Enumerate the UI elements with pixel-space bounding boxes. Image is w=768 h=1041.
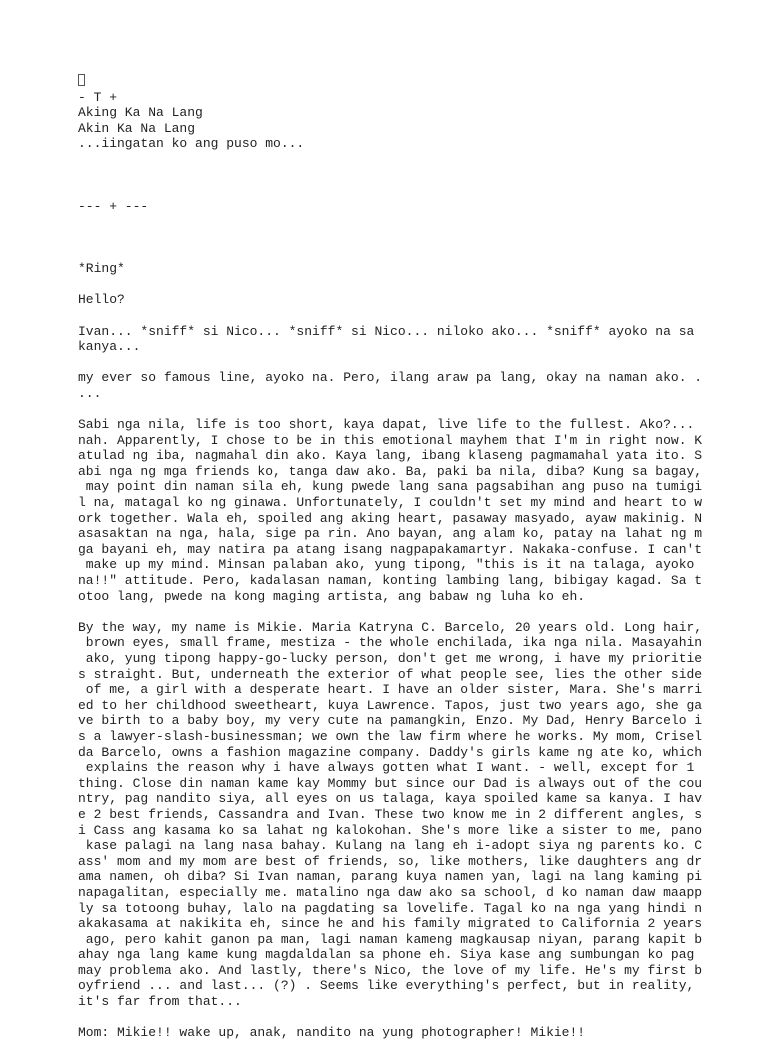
text-line: atulad ng iba, nagmahal din ako. Kaya lang, ibang klaseng pagmamahal yata ito. S (78, 448, 703, 464)
box-glyph-icon (78, 74, 85, 86)
text-line: ama namen, oh diba? Si Ivan naman, parang kuya namen yan, lagi na lang kaming pi (78, 869, 703, 885)
title-line-2: Akin Ka Na Lang (78, 120, 196, 136)
text-line: ga bayani eh, may natira pa atang isang nagpapakamartyr. Nakaka-confuse. I can't (78, 541, 703, 557)
text-line: l na, matagal ko ng ginawa. Unfortunately, I couldn't set my mind and heart to w (78, 495, 703, 511)
separator: --- + --- (78, 198, 149, 214)
text-line: my ever so famous line, ayoko na. Pero, ilang araw pa lang, okay na naman ako. . (78, 370, 703, 386)
title-line-1: Aking Ka Na Lang (78, 105, 203, 121)
text-line: ly sa totoong buhay, lalo na pagdating sa lovelife. Tagal ko na nga yang hindi n (78, 900, 703, 916)
header-glyph (78, 74, 758, 90)
paragraph-1 (78, 324, 758, 355)
text-line: may problema ako. And lastly, there's Nico, the love of my life. He's my first b (78, 962, 703, 978)
text-line: napagalitan, especially me. matalino nga daw ako sa school, d ko naman daw maapp (78, 884, 703, 900)
text-line: asasaktan na nga, hala, sige pa rin. Ano bayan, ang alam ko, patay na lahat ng m (78, 526, 703, 542)
paragraph-2 (78, 370, 758, 401)
text-line: ago, pero kahit ganon pa man, lagi naman kameng magkausap niyan, parang kapit b (78, 931, 703, 947)
text-line: s a lawyer-slash-businessman; we own the law firm where he works. My mom, Crisel (78, 728, 703, 744)
text-line: it's far from that... (78, 994, 242, 1010)
text-line: Sabi nga nila, life is too short, kaya dapat, live life to the fullest. Ako?... (78, 417, 695, 433)
text-line: ahay nga lang kame kung magdaldalan sa phone eh. Siya kase ang sumbungan ko pag (78, 947, 695, 963)
text-line: of me, a girl with a desperate heart. I have an older sister, Mara. She's marri (78, 682, 703, 698)
text-size-control[interactable]: - T + (78, 89, 118, 105)
text-line: kase palagi na lang nasa bahay. Kulang na lang eh i-adopt siya ng parents ko. C (78, 838, 703, 854)
text-line: ass' mom and my mom are best of friends, so, like mothers, like daughters ang dr (78, 853, 703, 869)
text-line: explains the reason why i have always gotten what I want. - well, except for 1 (78, 760, 695, 776)
text-line: ve birth to a baby boy, my very cute na pamangkin, Enzo. My Dad, Henry Barcelo i (78, 713, 703, 729)
text-line: abi nga ng mga friends ko, tanga daw ako. Ba, paki ba nila, diba? Kung sa bagay, (78, 463, 703, 479)
text-line: thing. Close din naman kame kay Mommy but since our Dad is always out of the cou (78, 775, 703, 791)
text-line: Ivan... *sniff* si Nico... *sniff* si Nico... niloko ako... *sniff* ayoko na sa (78, 323, 695, 339)
text-line: ntry, pag nandito siya, all eyes on us talaga, kaya spoiled kame sa kanya. I hav (78, 791, 703, 807)
ring-line: *Ring* (78, 261, 125, 277)
text-line: s straight. But, underneath the exterior of what people see, lies the other side (78, 666, 703, 682)
text-line: By the way, my name is Mikie. Maria Katryna C. Barcelo, 20 years old. Long hair, (78, 619, 703, 635)
text-line: ed to her childhood sweetheart, kuya Lawrence. Tapos, just two years ago, she ga (78, 697, 703, 713)
text-line: brown eyes, small frame, mestiza - the whole enchilada, ika nga nila. Masayahin (78, 635, 703, 651)
text-line: i Cass ang kasama ko sa lahat ng kalokohan. She's more like a sister to me, pano (78, 822, 703, 838)
text-line: akakasama at nakikita eh, since he and his family migrated to California 2 years (78, 916, 703, 932)
text-line: na!!" attitude. Pero, kadalasan naman, konting lambing lang, bibigay kagad. Sa t (78, 573, 703, 589)
text-line: kanya... (78, 339, 141, 355)
text-line: ako, yung tipong happy-go-lucky person, don't get me wrong, i have my prioritie (78, 651, 703, 666)
last-line: Mom: Mikie!! wake up, anak, nandito na yung photographer! Mikie!! (78, 1025, 586, 1041)
text-line: ... (78, 385, 102, 401)
text-line: da Barcelo, owns a fashion magazine company. Daddy's girls kame ng ate ko, which (78, 744, 703, 760)
text-line: may point din naman sila eh, kung pwede lang sana pagsabihan ang puso na tumigi (78, 479, 703, 495)
tagline: ...iingatan ko ang puso mo... (78, 136, 305, 152)
text-line: ork together. Wala eh, spoiled ang aking heart, pasaway masyado, ayaw makinig. N (78, 510, 703, 526)
document-body (78, 74, 758, 1041)
text-line: otoo lang, pwede na kong maging artista, ang babaw ng luha ko eh. (78, 588, 586, 604)
text-line: nah. Apparently, I chose to be in this emotional mayhem that I'm in right now. K (78, 432, 703, 448)
text-line: oyfriend ... and last... (?) . Seems like everything's perfect, but in reality, (78, 978, 695, 994)
hello-line: Hello? (78, 292, 125, 308)
paragraph-3 (78, 417, 758, 604)
paragraph-4 (78, 620, 758, 1010)
text-line: make up my mind. Minsan palaban ako, yung tipong, "this is it na talaga, ayoko (78, 557, 695, 573)
text-line: e 2 best friends, Cassandra and Ivan. These two know me in 2 different angles, s (78, 806, 703, 822)
